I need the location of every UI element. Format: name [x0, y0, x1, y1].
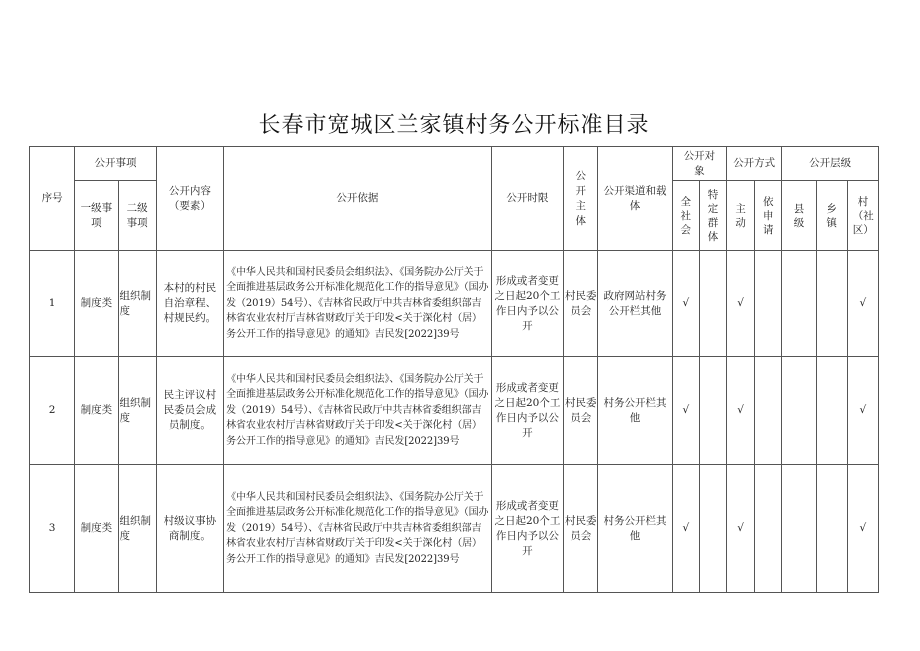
header-level-town: 乡镇 — [816, 181, 847, 251]
header-content: 公开内容（要素） — [156, 147, 223, 251]
table-row — [30, 357, 879, 465]
header-method-active: 主动 — [727, 181, 755, 251]
table-row — [30, 465, 879, 593]
row-seq: 1 — [30, 251, 75, 357]
header-object: 公开对象 — [672, 147, 726, 181]
row-level-county — [782, 465, 816, 593]
header-method: 公开方式 — [727, 147, 782, 181]
header-level1: 一级事项 — [75, 181, 118, 251]
row-object-all: √ — [672, 251, 699, 357]
row-subject: 村民委员会 — [564, 251, 598, 357]
header-row-1 — [30, 147, 879, 181]
header-level-county: 县级 — [782, 181, 816, 251]
row-method-active: √ — [727, 357, 755, 465]
row-time-limit: 形成或者变更之日起20个工作日内予以公开 — [491, 465, 563, 593]
row-method-active: √ — [727, 251, 755, 357]
row-subject: 村民委员会 — [564, 465, 598, 593]
header-level: 公开层级 — [782, 147, 879, 181]
row-method-apply — [755, 357, 782, 465]
disclosure-table — [29, 146, 879, 593]
row-level2: 组织制度 — [118, 251, 156, 357]
header-level-village: 村（社区） — [847, 181, 878, 251]
row-object-specific — [699, 251, 726, 357]
row-level-county — [782, 357, 816, 465]
row-level-town — [816, 251, 847, 357]
header-seq: 序号 — [30, 147, 75, 251]
row-channel: 村务公开栏其他 — [598, 465, 672, 593]
row-basis: 《中华人民共和国村民委员会组织法》、《国务院办公厅关于全面推进基层政务公开标准化规范化工作的指导意见》（国办发（2019）54号）、《吉林省民政厅中共吉林省委组织部吉林省农业农村厅吉林省财政厅关于印发<关于深化村（居）务公开工作的指导意见》的通知》吉民发[2022]39号 — [224, 465, 492, 593]
page-title: 长春市宽城区兰家镇村务公开标准目录 — [258, 113, 650, 138]
row-seq: 3 — [30, 465, 75, 593]
row-level2: 组织制度 — [118, 357, 156, 465]
row-time-limit: 形成或者变更之日起20个工作日内予以公开 — [491, 251, 563, 357]
header-time-limit: 公开时限 — [491, 147, 563, 251]
row-object-all: √ — [672, 465, 699, 593]
row-object-all: √ — [672, 357, 699, 465]
row-method-apply — [755, 251, 782, 357]
table-row — [30, 251, 879, 357]
header-method-apply: 依申请 — [755, 181, 782, 251]
row-object-specific — [699, 357, 726, 465]
header-object-all: 全社会 — [672, 181, 699, 251]
row-channel: 村务公开栏其他 — [598, 357, 672, 465]
row-basis: 《中华人民共和国村民委员会组织法》、《国务院办公厅关于全面推进基层政务公开标准化规范化工作的指导意见》（国办发（2019）54号）、《吉林省民政厅中共吉林省委组织部吉林省农业农村厅吉林省财政厅关于印发<关于深化村（居）务公开工作的指导意见》的通知》吉民发[2022]39号 — [224, 357, 492, 465]
row-level-town — [816, 465, 847, 593]
row-level-village: √ — [847, 251, 878, 357]
row-level1: 制度类 — [75, 357, 118, 465]
row-content: 本村的村民自治章程、村规民约。 — [156, 251, 223, 357]
header-object-specific: 特定群体 — [699, 181, 726, 251]
row-level-town — [816, 357, 847, 465]
row-level1: 制度类 — [75, 465, 118, 593]
header-subject: 公开主体 — [564, 147, 598, 251]
row-time-limit: 形成或者变更之日起20个工作日内予以公开 — [491, 357, 563, 465]
row-content: 民主评议村民委员会成员制度。 — [156, 357, 223, 465]
row-level1: 制度类 — [75, 251, 118, 357]
row-object-specific — [699, 465, 726, 593]
header-level2: 二级事项 — [118, 181, 156, 251]
header-matter: 公开事项 — [75, 147, 156, 181]
row-method-active: √ — [727, 465, 755, 593]
header-channel: 公开渠道和载体 — [598, 147, 672, 251]
row-level-village: √ — [847, 357, 878, 465]
row-level-county — [782, 251, 816, 357]
row-level-village: √ — [847, 465, 878, 593]
row-method-apply — [755, 465, 782, 593]
header-basis: 公开依据 — [224, 147, 492, 251]
row-content: 村级议事协商制度。 — [156, 465, 223, 593]
row-level2: 组织制度 — [118, 465, 156, 593]
row-basis: 《中华人民共和国村民委员会组织法》、《国务院办公厅关于全面推进基层政务公开标准化规范化工作的指导意见》（国办发（2019）54号）、《吉林省民政厅中共吉林省委组织部吉林省农业农村厅吉林省财政厅关于印发<关于深化村（居）务公开工作的指导意见》的通知》吉民发[2022]39号 — [224, 251, 492, 357]
row-subject: 村民委员会 — [564, 357, 598, 465]
row-channel: 政府网站村务公开栏其他 — [598, 251, 672, 357]
row-seq: 2 — [30, 357, 75, 465]
